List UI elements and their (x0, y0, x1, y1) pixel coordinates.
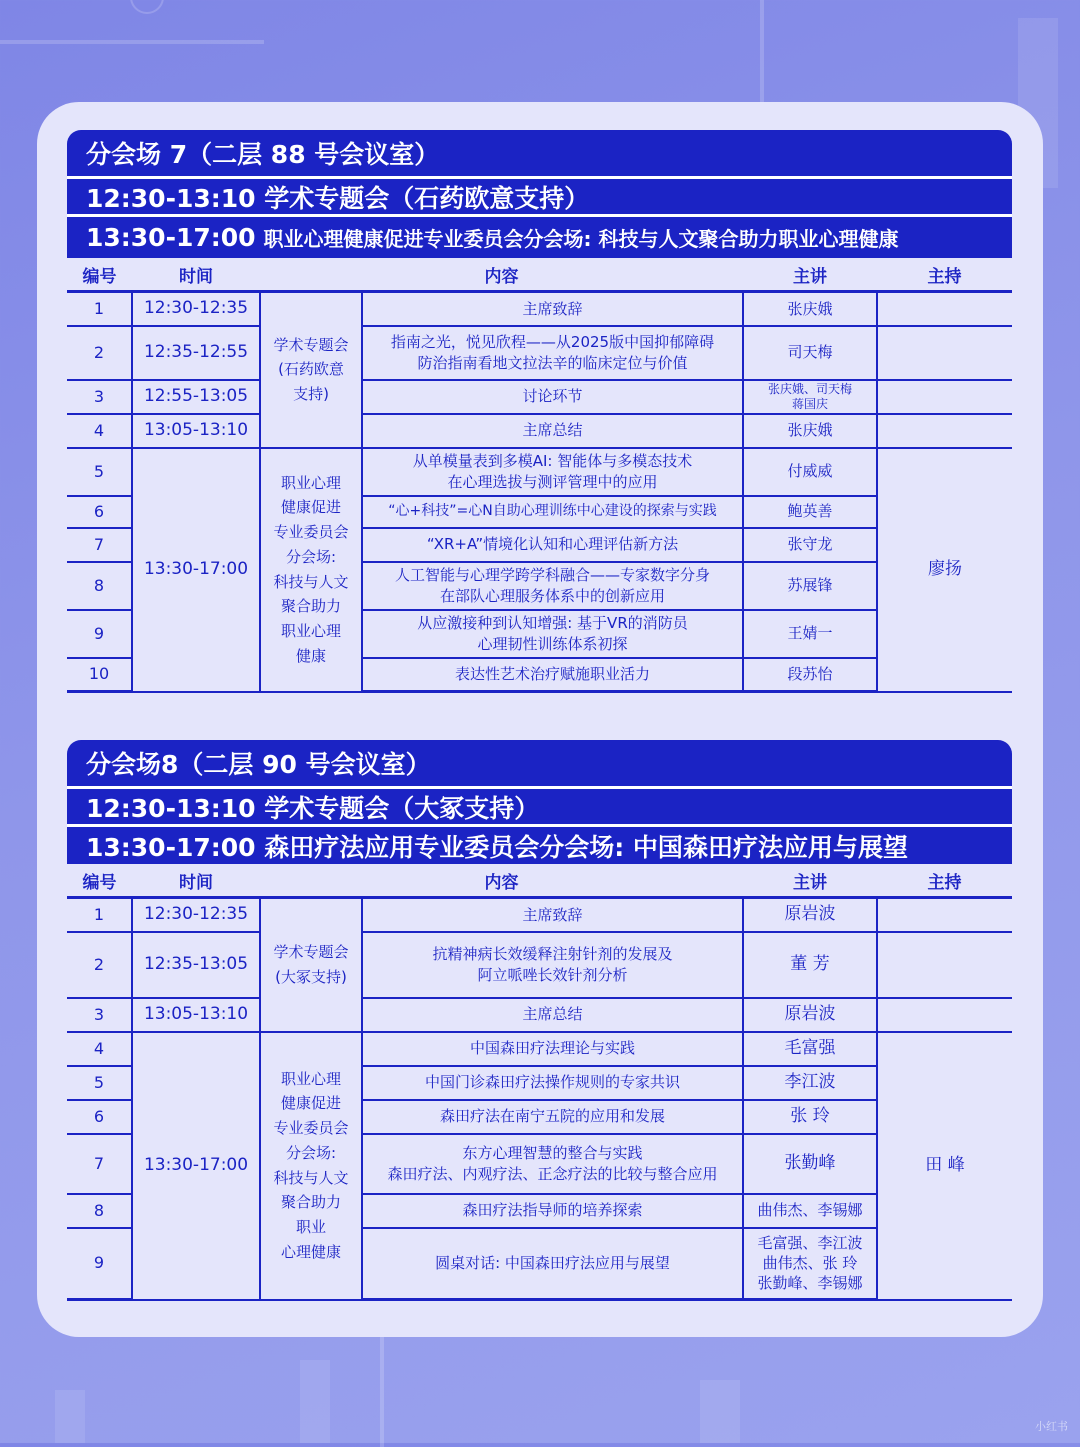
host-cell (877, 932, 1012, 998)
group-label-line: 职业心理 (280, 1069, 341, 1088)
host-cell (877, 326, 1012, 380)
table-row (67, 292, 1012, 326)
row-speaker: 毛富强 (743, 1032, 877, 1066)
col-header-number: 编号 (67, 864, 132, 898)
session-title: 分会场 7（二层 88 号会议室） (86, 140, 440, 169)
row-content (362, 610, 743, 658)
col-header-speaker: 主讲 (743, 258, 877, 292)
row-time: 13:05-13:10 (132, 998, 260, 1032)
row-content: 主席总结 (362, 414, 743, 448)
group-label-line: 心理健康 (280, 1242, 341, 1261)
table-row (67, 380, 1012, 414)
row-speaker-line: 蒋国庆 (791, 396, 828, 411)
schedule-table (67, 258, 1012, 693)
group-label-line: 聚合助力 (280, 1193, 341, 1212)
col-header-time: 时间 (132, 258, 260, 292)
col-header-host: 主持 (877, 258, 1012, 292)
row-number: 3 (67, 380, 132, 414)
row-number: 6 (67, 496, 132, 528)
row-speaker-line: 曲伟杰、张 玲 (762, 1254, 858, 1273)
row-time: 13:05-13:10 (132, 414, 260, 448)
row-content-line: 从单模量表到多模AI: 智能体与多模态技术 (412, 452, 693, 471)
row-number: 5 (67, 1066, 132, 1100)
row-content-line: 森田疗法、内观疗法、正念疗法的比较与整合应用 (387, 1164, 718, 1183)
row-speaker: 张庆娥 (743, 414, 877, 448)
row-number: 4 (67, 414, 132, 448)
col-header-time: 时间 (132, 864, 260, 898)
row-number: 7 (67, 1134, 132, 1194)
session-7 (67, 130, 1012, 693)
session-host: 廖扬 (877, 448, 1012, 692)
group-label (260, 898, 362, 1032)
row-number: 2 (67, 932, 132, 998)
bg-bar (300, 1360, 330, 1443)
row-speaker-line: 张庆娥、司天梅 (767, 382, 852, 397)
row-speaker (743, 380, 877, 414)
group-label-line: 职业 (295, 1218, 326, 1236)
bg-circuit-line (760, 0, 764, 104)
bg-circuit-line (130, 0, 164, 14)
session-subtitle: 12:30-13:10 学术专题会（大冢支持） (67, 786, 1012, 824)
row-content-line: 从应激接种到认知增强: 基于VR的消防员 (417, 614, 688, 633)
group-label-line: 支持) (293, 385, 329, 404)
session-header (67, 130, 1012, 258)
table-row (67, 448, 1012, 496)
row-content: 圆桌对话: 中国森田疗法应用与展望 (362, 1228, 743, 1300)
group-label-line: 分会场: (285, 547, 337, 566)
row-content: 讨论环节 (362, 380, 743, 414)
row-content-line: 抗精神病长效缓释注射针剂的发展及 (432, 945, 673, 964)
table-row (67, 898, 1012, 932)
bg-circuit-line (0, 40, 264, 44)
row-speaker: 张庆娥 (743, 292, 877, 326)
row-time: 12:35-13:05 (132, 932, 260, 998)
group-time: 13:30-17:00 (132, 448, 260, 692)
row-content (362, 932, 743, 998)
row-number: 8 (67, 562, 132, 610)
group-label-line: 科技与人文 (273, 1168, 349, 1187)
row-time: 12:30-12:35 (132, 292, 260, 326)
group-label-line: (大冢支持) (275, 967, 347, 986)
col-header-speaker: 主讲 (743, 864, 877, 898)
row-speaker: 苏展锋 (743, 562, 877, 610)
group-label-line: 专业委员会 (273, 523, 349, 541)
row-content: 主席总结 (362, 998, 743, 1032)
watermark: 小红书 (1035, 1420, 1068, 1433)
row-speaker: 原岩波 (743, 898, 877, 932)
row-time: 12:35-12:55 (132, 326, 260, 380)
bg-bar (55, 1390, 85, 1443)
table-row (67, 1032, 1012, 1066)
col-header-number: 编号 (67, 258, 132, 292)
row-content (362, 448, 743, 496)
group-label-line: 职业心理 (280, 622, 341, 640)
col-header-host: 主持 (877, 864, 1012, 898)
row-content (362, 562, 743, 610)
row-number: 1 (67, 292, 132, 326)
row-content-line: 在部队心理服务体系中的创新应用 (439, 586, 665, 605)
session-subtitle: 12:30-13:10 学术专题会（石药欧意支持） (67, 176, 1012, 214)
row-content-line: 阿立哌唑长效针剂分析 (477, 965, 628, 984)
row-content: “XR+A”情境化认知和心理评估新方法 (362, 528, 743, 562)
group-label-line: 健康促进 (280, 1094, 341, 1113)
group-label-line: 分会场: (285, 1143, 337, 1162)
row-content-line: 指南之光，悦见欣程——从2025版中国抑郁障碍 (390, 333, 715, 352)
row-speaker: 司天梅 (743, 326, 877, 380)
row-content: 森田疗法在南宁五院的应用和发展 (362, 1100, 743, 1134)
row-number: 1 (67, 898, 132, 932)
row-speaker: 鲍英善 (743, 496, 877, 528)
row-speaker: 付威威 (743, 448, 877, 496)
row-content: 中国门诊森田疗法操作规则的专家共识 (362, 1066, 743, 1100)
row-content-line: 心理韧性训练体系初探 (477, 634, 628, 653)
row-content: 中国森田疗法理论与实践 (362, 1032, 743, 1066)
row-time: 12:55-13:05 (132, 380, 260, 414)
row-speaker (743, 1228, 877, 1300)
group-label-line: 健康 (295, 646, 326, 665)
row-speaker: 段苏怡 (743, 658, 877, 692)
row-number: 3 (67, 998, 132, 1032)
row-number: 9 (67, 1228, 132, 1300)
group-label-line: 专业委员会 (273, 1119, 349, 1137)
row-time: 12:30-12:35 (132, 898, 260, 932)
host-cell (877, 380, 1012, 414)
row-number: 4 (67, 1032, 132, 1066)
row-speaker: 张 玲 (743, 1100, 877, 1134)
schedule-table (67, 864, 1012, 1301)
host-cell (877, 292, 1012, 326)
row-speaker: 董 芳 (743, 932, 877, 998)
row-content-line: 人工智能与心理学跨学科融合——专家数字分身 (394, 566, 710, 585)
bg-circuit-line (380, 1330, 384, 1447)
bg-bar (700, 1380, 740, 1443)
col-header-content: 内容 (260, 258, 743, 292)
row-number: 9 (67, 610, 132, 658)
group-label-line: 聚合助力 (280, 597, 341, 616)
table-row (67, 414, 1012, 448)
group-label (260, 448, 362, 692)
row-content: 表达性艺术治疗赋施职业活力 (362, 658, 743, 692)
row-content: “心+科技”=心N自助心理训练中心建设的探索与实践 (362, 496, 743, 528)
table-header-row (67, 864, 1012, 898)
table-row (67, 326, 1012, 380)
row-number: 8 (67, 1194, 132, 1228)
group-label (260, 1032, 362, 1300)
host-cell (877, 998, 1012, 1032)
session-8 (67, 740, 1012, 1301)
row-speaker-line: 毛富强、李江波 (757, 1233, 863, 1252)
host-cell (877, 898, 1012, 932)
group-label-line: 学术专题会 (273, 943, 349, 961)
row-speaker: 曲伟杰、李锡娜 (743, 1194, 877, 1228)
session-theme (67, 214, 1012, 258)
col-header-content: 内容 (260, 864, 743, 898)
row-content: 主席致辞 (362, 898, 743, 932)
group-label-line: 健康促进 (280, 498, 341, 517)
row-content-line: 东方心理智慧的整合与实践 (462, 1144, 643, 1163)
table-row (67, 932, 1012, 998)
row-speaker: 原岩波 (743, 998, 877, 1032)
row-number: 6 (67, 1100, 132, 1134)
row-content-line: 在心理选拔与测评管理中的应用 (447, 472, 658, 491)
row-content-line: 防治指南看地文拉法辛的临床定位与价值 (417, 353, 688, 372)
session-title: 分会场8（二层 90 号会议室） (86, 750, 431, 779)
row-speaker: 李江波 (743, 1066, 877, 1100)
session-theme-time: 13:30-17:00 (86, 223, 256, 252)
row-number: 2 (67, 326, 132, 380)
row-number: 10 (67, 658, 132, 692)
row-number: 5 (67, 448, 132, 496)
session-host: 田 峰 (877, 1032, 1012, 1300)
host-cell (877, 414, 1012, 448)
group-label-line: 科技与人文 (273, 572, 349, 591)
row-content: 森田疗法指导师的培养探索 (362, 1194, 743, 1228)
group-label-line: 职业心理 (280, 473, 341, 492)
row-content (362, 1134, 743, 1194)
row-content (362, 326, 743, 380)
row-number: 7 (67, 528, 132, 562)
group-label-line: (石药欧意 (278, 360, 344, 379)
session-header (67, 740, 1012, 864)
row-speaker: 张守龙 (743, 528, 877, 562)
row-speaker: 王婧一 (743, 610, 877, 658)
session-theme: 13:30-17:00 森田疗法应用专业委员会分会场: 中国森田疗法应用与展望 (67, 824, 1012, 864)
row-speaker: 张勤峰 (743, 1134, 877, 1194)
session-theme-text: 职业心理健康促进专业委员会分会场: 科技与人文聚合助力职业心理健康 (263, 227, 899, 251)
row-speaker-line: 张勤峰、李锡娜 (757, 1274, 863, 1293)
group-label (260, 292, 362, 448)
group-label-line: 学术专题会 (273, 335, 349, 354)
table-header-row (67, 258, 1012, 292)
table-row (67, 998, 1012, 1032)
group-time: 13:30-17:00 (132, 1032, 260, 1300)
row-content: 主席致辞 (362, 292, 743, 326)
